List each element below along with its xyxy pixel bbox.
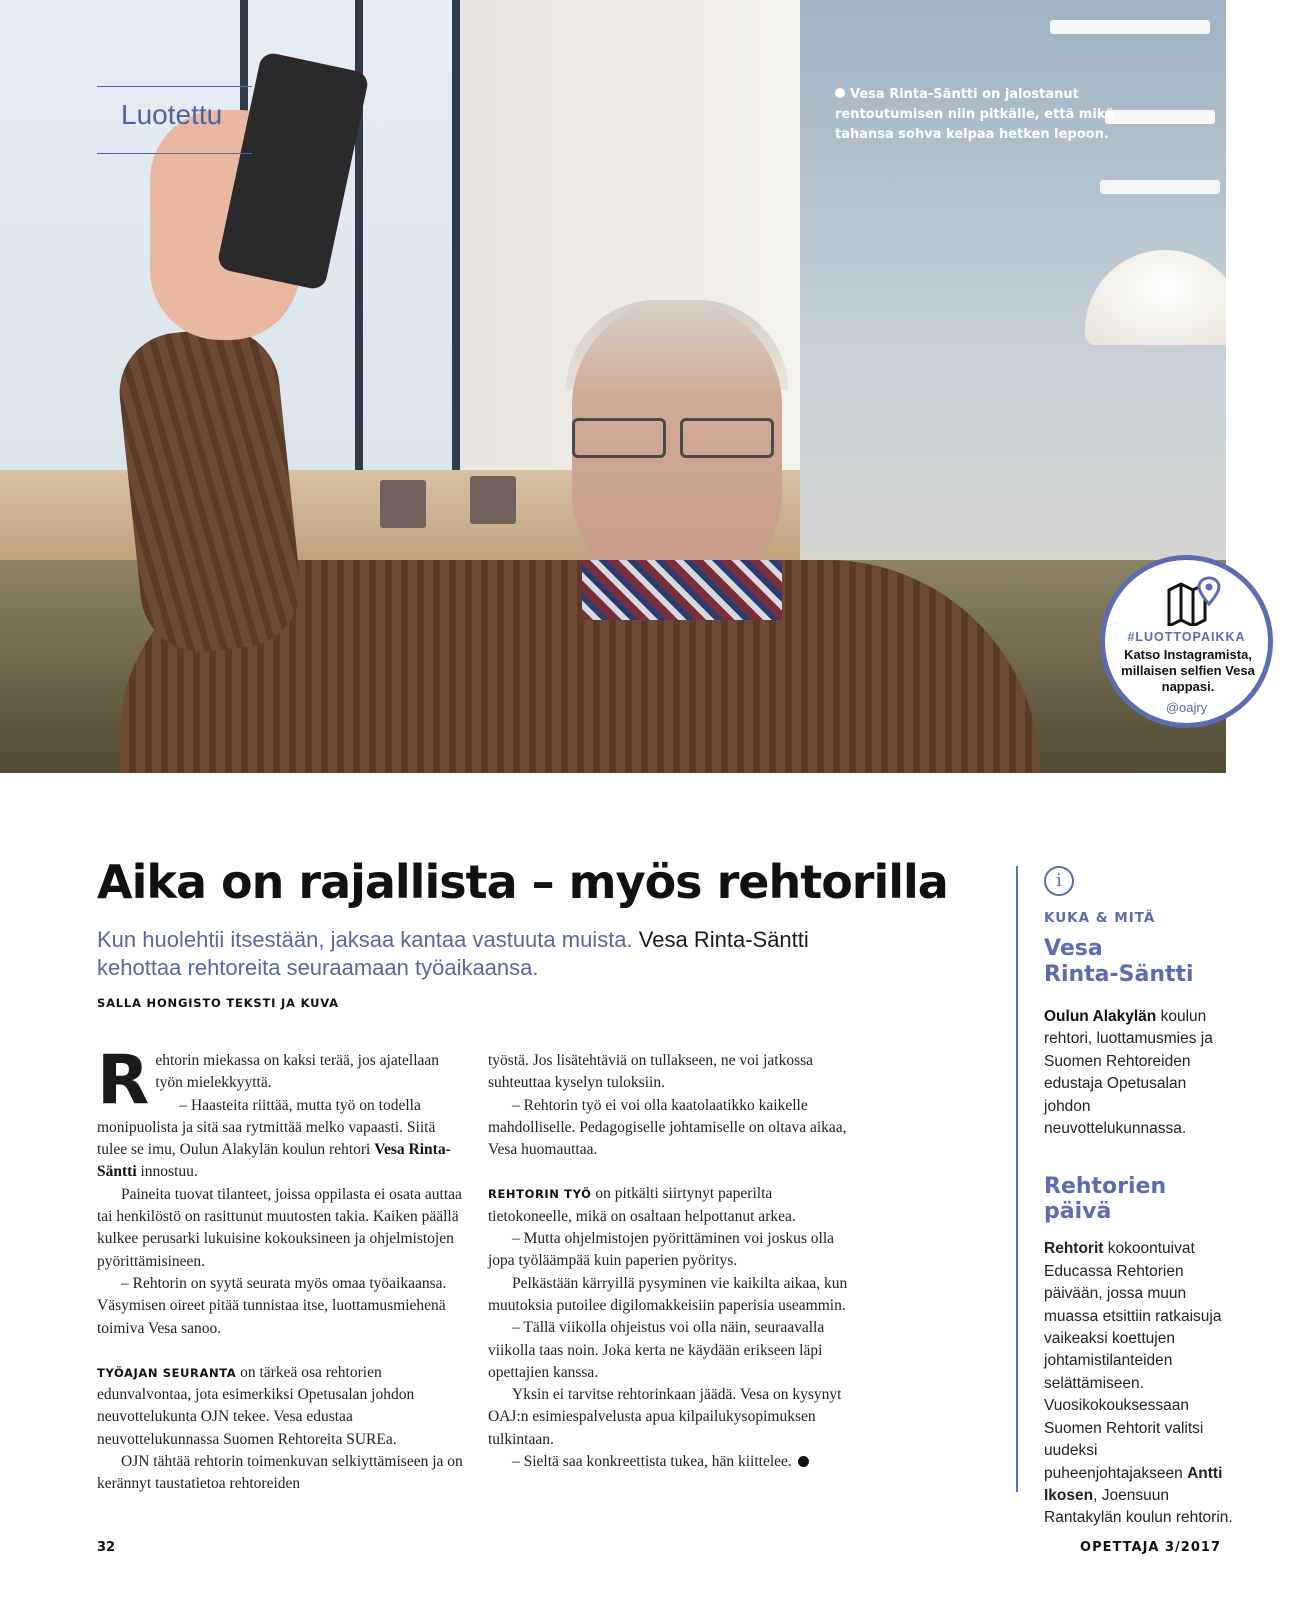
- badge-hashtag: #LUOTTOPAIKKA: [1127, 630, 1246, 644]
- sidebar-text: Rehtorit kokoontuivat Educassa Rehtorien päivään, jossa muun muassa etsittiin ratkaisuja vaikeaksi koettujen johtamistilanteiden selättämiseen. Vuosikokouksessaan Suomen Rehtorit valitsi uudeksi puheenjohtajakseen Antti Ikosen, Joensuun Rantakylän koulun rehtorin.: [1044, 1240, 1233, 1527]
- person-name: Vesa Rinta-Säntti: [97, 1141, 451, 1181]
- paragraph: – Mutta ohjelmistojen pyörittäminen voi joskus olla jopa työläämpää kuin paperien pyöritys.: [488, 1230, 835, 1270]
- paragraph: REHTORIN TYÖ on pitkälti siirtynyt paperilta tietokoneelle, mikä on osaltaan helpottanut arkea.: [488, 1185, 796, 1225]
- paragraph: Pelkästään kärryillä pysyminen vie kaikilta aikaa, kun muutoksia putoilee digilomakkeisiin paperisia useammin.: [488, 1274, 848, 1314]
- luottopaikka-badge[interactable]: [1100, 555, 1273, 728]
- window-frame: [452, 0, 460, 470]
- sidebar-heading: Rehtorien päivä: [1044, 1174, 1167, 1225]
- subheading: REHTORIN TYÖ: [488, 1187, 592, 1202]
- photo-caption: [835, 85, 1145, 145]
- sidebar-name: Vesa Rinta-Säntti: [1044, 936, 1194, 987]
- info-icon: i: [1044, 866, 1074, 896]
- paragraph: – Haasteita riittää, mutta työ on todella monipuolista ja sitä saa rytmittää melko vapaasti. Siitä tulee se imu, Oulun Alakylän koulun rehtori Vesa Rinta-Säntti innostuu.: [97, 1096, 451, 1181]
- instagram-handle[interactable]: @oajry: [1165, 700, 1208, 715]
- ceiling-light: [1100, 180, 1220, 194]
- paragraph: – Rehtorin työ ei voi olla kaatolaatikko kaikelle mahdolliselle. Pedagogiselle johtamiselle on oltava aikaa, Vesa huomauttaa.: [488, 1096, 847, 1159]
- badge-text: Katso Instagramista, millaisen selfien Vesa nappasi.: [1121, 647, 1255, 694]
- lead-text: Kun huolehtii itsestään, jaksaa kantaa vastuuta muista.: [97, 927, 633, 952]
- paragraph: OJN tähtää rehtorin toimenkuvan selkiyttämiseen ja on kerännyt taustatietoa rehtoreiden: [97, 1453, 463, 1493]
- end-mark-icon: [798, 1456, 809, 1467]
- sidebar-bio: Oulun Alakylän koulun rehtori, luottamusmies ja Suomen Rehtoreiden edustaja Opetusalan johdon neuvottelukunnassa.: [1044, 1008, 1213, 1138]
- person-arm: [114, 323, 307, 658]
- article-headline: Aika on rajallista – myös rehtorilla: [97, 855, 948, 909]
- subheading: TYÖAJAN SEURANTA: [97, 1365, 237, 1380]
- paragraph: – Rehtorin on syytä seurata myös omaa työaikaansa. Väsymisen oireet pitää tunnistaa itse, luottamusmiehenä toimiva Vesa sanoo.: [97, 1274, 447, 1337]
- ceiling-light: [1050, 20, 1210, 34]
- page-number: 32: [97, 1540, 116, 1555]
- section-label-text: Luotettu: [121, 99, 223, 130]
- article-lead: [97, 926, 897, 982]
- paragraph: Paineita tuovat tilanteet, joissa oppilasta ei osata auttaa tai henkilöstö on rasittunut muutosten takia. Kaiken päällä kulkee perusarki lukuisine kokouksineen ja ohjelmistojen pyörittämisineen.: [97, 1185, 462, 1270]
- dropcap: R: [97, 1041, 150, 1120]
- paragraph: – Sieltä saa konkreettista tukea, hän kiittelee.: [488, 1451, 858, 1473]
- paragraph: TYÖAJAN SEURANTA on tärkeä osa rehtorien edunvalvontaa, jota esimerkiksi Opetusalan johdon neuvottelukunta OJN tekee. Vesa edustaa neuvottelukunnassa Suomen Rehtoreita SUREa.: [97, 1363, 415, 1448]
- lead-name: Vesa Rinta-Säntti: [638, 927, 809, 952]
- lead-text-end: kehottaa rehtoreita seuraamaan työaikaansa.: [97, 955, 539, 980]
- section-label: [97, 86, 252, 154]
- paragraph: Yksin ei tarvitse rehtorinkaan jäädä. Vesa on kysynyt OAJ:n esimiespalvelusta apua kilpailukysopimuksen tulkintaan.: [488, 1386, 842, 1448]
- paragraph: Rehtorin miekassa on kaksi terää, jos ajatellaan työn mielekkyyttä.: [97, 1041, 440, 1120]
- article-column-2: [488, 1050, 858, 1473]
- paragraph: työstä. Jos lisätehtäviä on tullakseen, ne voi jatkossa suhteuttaa kyselyn tuloksiin.: [488, 1052, 814, 1092]
- glasses: [560, 418, 790, 458]
- shirt-collar: [582, 560, 782, 620]
- sidebar-label: KUKA & MITÄ: [1044, 910, 1156, 926]
- byline: SALLA HONGISTO TEKSTI JA KUVA: [97, 996, 339, 1010]
- candle-holder: [380, 480, 426, 528]
- article-column-1: [97, 1041, 467, 1496]
- map-pin-icon: [1165, 576, 1221, 626]
- photo-caption-text: Vesa Rinta-Säntti on jalostanut rentoutumisen niin pitkälle, että mikä tahansa sohva kelpaa hetken lepoon.: [835, 87, 1115, 142]
- candle-holder: [470, 476, 516, 524]
- paragraph: – Tällä viikolla ohjeistus voi olla näin, seuraavalla viikolla taas noin. Joka kerta ne käydään erikseen läpi opettajien kanssa.: [488, 1319, 825, 1381]
- magazine-issue: OPETTAJA 3/2017: [1080, 1540, 1221, 1555]
- bullet-icon: [835, 88, 845, 98]
- info-sidebar: [1016, 866, 1233, 1527]
